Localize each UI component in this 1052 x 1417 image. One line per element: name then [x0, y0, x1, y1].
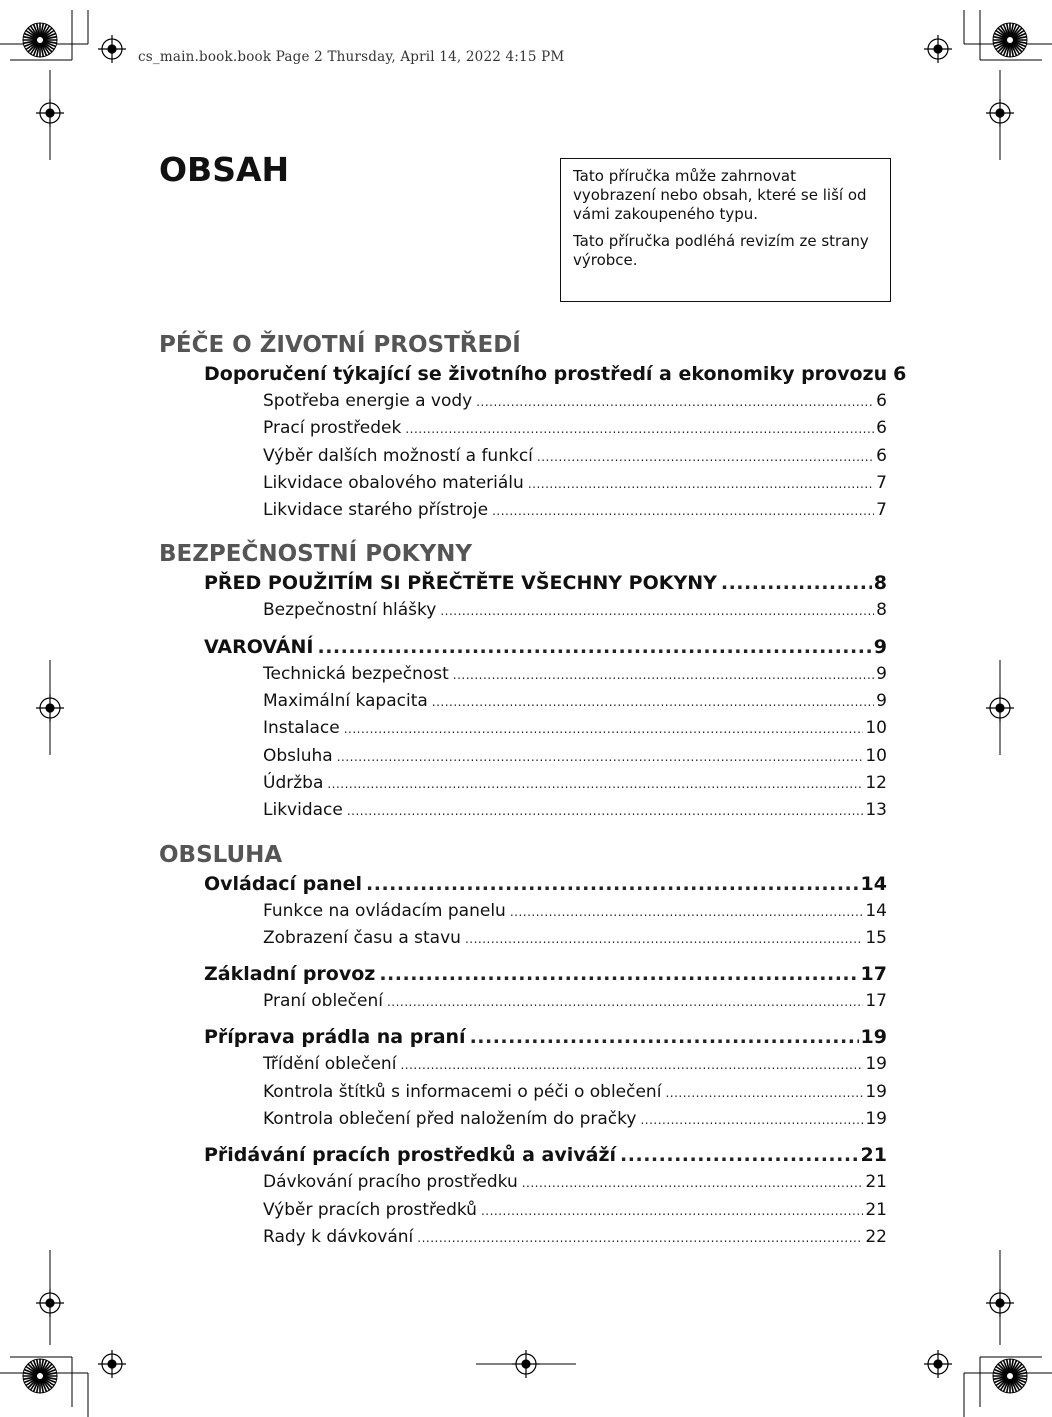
toc-subentry[interactable]	[263, 597, 887, 624]
toc-subentry-label: Kontrola štítků s informacemi o péči o oblečení	[263, 1081, 662, 1102]
toc-subentry[interactable]	[263, 743, 887, 770]
toc-subentry[interactable]	[263, 898, 887, 925]
toc-subentry[interactable]	[263, 715, 887, 742]
toc-subentry-page: 17	[865, 991, 887, 1012]
toc-subentry[interactable]	[263, 661, 887, 688]
toc-subentry-label: Dávkování pracího prostředku	[263, 1172, 518, 1193]
toc-subentry-page: 22	[865, 1226, 887, 1247]
notice-text-variation: Tato příručka může zahrnovat vyobrazení nebo obsah, které se liší od vámi zakoupeného typu.	[573, 167, 867, 223]
toc-subentry-page: 8	[876, 600, 887, 621]
toc-entry-page: 19	[860, 1026, 887, 1049]
toc-leader-dots	[347, 798, 864, 825]
toc-section-heading: PÉČE O ŽIVOTNÍ PROSTŘEDÍ	[159, 332, 521, 358]
toc-subentry-label: Technická bezpečnost	[263, 663, 449, 684]
toc-subentry[interactable]	[263, 797, 887, 824]
toc-leader-dots	[620, 1142, 859, 1169]
toc-entry[interactable]	[204, 961, 887, 988]
toc-subentry[interactable]	[263, 688, 887, 715]
toc-entry-label: Doporučení týkající se životního prostředí a ekonomiky provozu	[204, 363, 888, 385]
toc-subentry-label: Prací prostředek	[263, 418, 402, 439]
toc-subentry-page: 9	[876, 663, 887, 684]
toc-leader-dots	[417, 1225, 863, 1252]
toc-subentry[interactable]	[263, 497, 887, 524]
toc-subentry[interactable]	[263, 988, 887, 1015]
toc-subentry[interactable]	[263, 443, 887, 470]
toc-leader-dots	[537, 444, 874, 471]
toc-subentry-page: 10	[865, 718, 887, 739]
toc-subentry-label: Likvidace starého přístroje	[263, 500, 489, 521]
toc-subentry-page: 19	[865, 1081, 887, 1102]
toc-subentry[interactable]	[263, 1051, 887, 1078]
toc-leader-dots	[317, 634, 871, 661]
table-of-contents	[159, 329, 907, 1251]
toc-leader-dots	[432, 689, 874, 716]
toc-leader-dots	[453, 662, 874, 689]
toc-leader-dots	[440, 598, 874, 625]
toc-entry[interactable]	[204, 1142, 887, 1169]
toc-entry-page: 17	[860, 963, 887, 986]
toc-leader-dots	[492, 498, 874, 525]
toc-subentry-page: 21	[865, 1172, 887, 1193]
toc-entry[interactable]	[204, 361, 907, 388]
toc-entry-label: Přidávání pracích prostředků a aviváží	[204, 1144, 617, 1167]
toc-subentry-label: Likvidace	[263, 800, 343, 821]
toc-section-heading: BEZPEČNOSTNÍ POKYNY	[159, 541, 473, 568]
toc-leader-dots	[528, 471, 874, 498]
toc-leader-dots	[344, 716, 864, 743]
toc-subentry[interactable]	[263, 470, 887, 497]
toc-subentry-label: Zobrazení času a stavu	[263, 927, 461, 948]
toc-leader-dots	[327, 771, 863, 798]
toc-leader-dots	[510, 899, 864, 926]
toc-subentry[interactable]	[263, 1169, 887, 1196]
toc-leader-dots	[721, 570, 872, 597]
toc-subentry-page: 19	[865, 1054, 887, 1075]
toc-entry[interactable]	[204, 570, 887, 597]
toc-entry-label: VAROVÁNÍ	[204, 635, 314, 658]
toc-subentry[interactable]	[263, 1197, 887, 1224]
toc-subentry-label: Výběr pracích prostředků	[263, 1199, 477, 1220]
toc-subentry-label: Bezpečnostní hlášky	[263, 600, 437, 621]
toc-entry-page: 21	[860, 1144, 887, 1167]
toc-subentry-page: 15	[865, 927, 887, 948]
toc-subentry-page: 21	[865, 1199, 887, 1220]
toc-subentry-page: 9	[876, 691, 887, 712]
notice-text-revision: Tato příručka podléhá revizím ze strany výrobce.	[573, 232, 869, 269]
toc-subentry-label: Likvidace obalového materiálu	[263, 472, 524, 493]
page-title: OBSAH	[159, 150, 290, 189]
toc-leader-dots	[665, 1080, 863, 1107]
toc-subentry[interactable]	[263, 1224, 887, 1251]
toc-entry-label: Základní provoz	[204, 963, 376, 986]
toc-entry-page: 9	[873, 635, 887, 658]
toc-subentry-page: 7	[876, 500, 887, 521]
toc-leader-dots	[405, 416, 874, 443]
toc-leader-dots	[465, 926, 863, 953]
toc-subentry[interactable]	[263, 925, 887, 952]
toc-leader-dots	[476, 389, 874, 416]
toc-leader-dots	[522, 1170, 864, 1197]
toc-subentry-page: 7	[876, 472, 887, 493]
toc-leader-dots	[400, 1052, 863, 1079]
toc-subentry[interactable]	[263, 770, 887, 797]
toc-leader-dots	[387, 989, 863, 1016]
toc-subentry-page: 13	[865, 800, 887, 821]
toc-leader-dots	[470, 1024, 859, 1051]
toc-subentry-page: 6	[876, 418, 887, 439]
toc-leader-dots	[379, 961, 858, 988]
toc-entry[interactable]	[204, 634, 887, 661]
toc-entry-label: Příprava prádla na praní	[204, 1026, 466, 1049]
toc-subentry[interactable]	[263, 388, 887, 415]
toc-subentry-page: 12	[865, 772, 887, 793]
toc-leader-dots	[366, 871, 859, 898]
toc-entry-page: 8	[873, 572, 887, 595]
toc-leader-dots	[481, 1198, 863, 1225]
toc-entry[interactable]	[204, 1024, 887, 1051]
toc-entry-label: Ovládací panel	[204, 872, 363, 895]
toc-entry-page: 14	[860, 872, 887, 895]
toc-subentry-label: Maximální kapacita	[263, 691, 428, 712]
toc-subentry-label: Výběr dalších možností a funkcí	[263, 445, 533, 466]
toc-subentry-label: Instalace	[263, 718, 340, 739]
toc-subentry[interactable]	[263, 1079, 887, 1106]
toc-leader-dots	[337, 744, 864, 771]
print-slug: cs_main.book.book Page 2 Thursday, April 14, 2022 4:15 PM	[138, 49, 565, 65]
toc-subentry-page: 6	[876, 445, 887, 466]
toc-subentry-label: Praní oblečení	[263, 991, 383, 1012]
toc-subentry-label: Obsluha	[263, 745, 333, 766]
toc-subentry-label: Údržba	[263, 772, 324, 793]
toc-leader-dots	[640, 1107, 863, 1134]
toc-subentry-label: Třídění oblečení	[263, 1054, 397, 1075]
toc-subentry[interactable]	[263, 415, 887, 442]
toc-entry[interactable]	[204, 871, 887, 898]
toc-entry-page: 6	[893, 363, 907, 385]
notice-box	[560, 158, 891, 302]
toc-subentry-page: 19	[865, 1109, 887, 1130]
toc-subentry-label: Funkce na ovládacím panelu	[263, 900, 506, 921]
toc-subentry-label: Rady k dávkování	[263, 1226, 414, 1247]
toc-subentry-page: 10	[865, 745, 887, 766]
toc-subentry-page: 6	[876, 391, 887, 411]
toc-subentry[interactable]	[263, 1106, 887, 1133]
toc-subentry-label: Spotřeba energie a vody	[263, 391, 473, 411]
toc-section-heading: OBSLUHA	[159, 841, 283, 868]
toc-entry-label: PŘED POUŽITÍM SI PŘEČTĚTE VŠECHNY POKYNY	[204, 572, 717, 595]
toc-subentry-page: 14	[865, 900, 887, 921]
toc-subentry-label: Kontrola oblečení před naložením do pračky	[263, 1109, 637, 1130]
